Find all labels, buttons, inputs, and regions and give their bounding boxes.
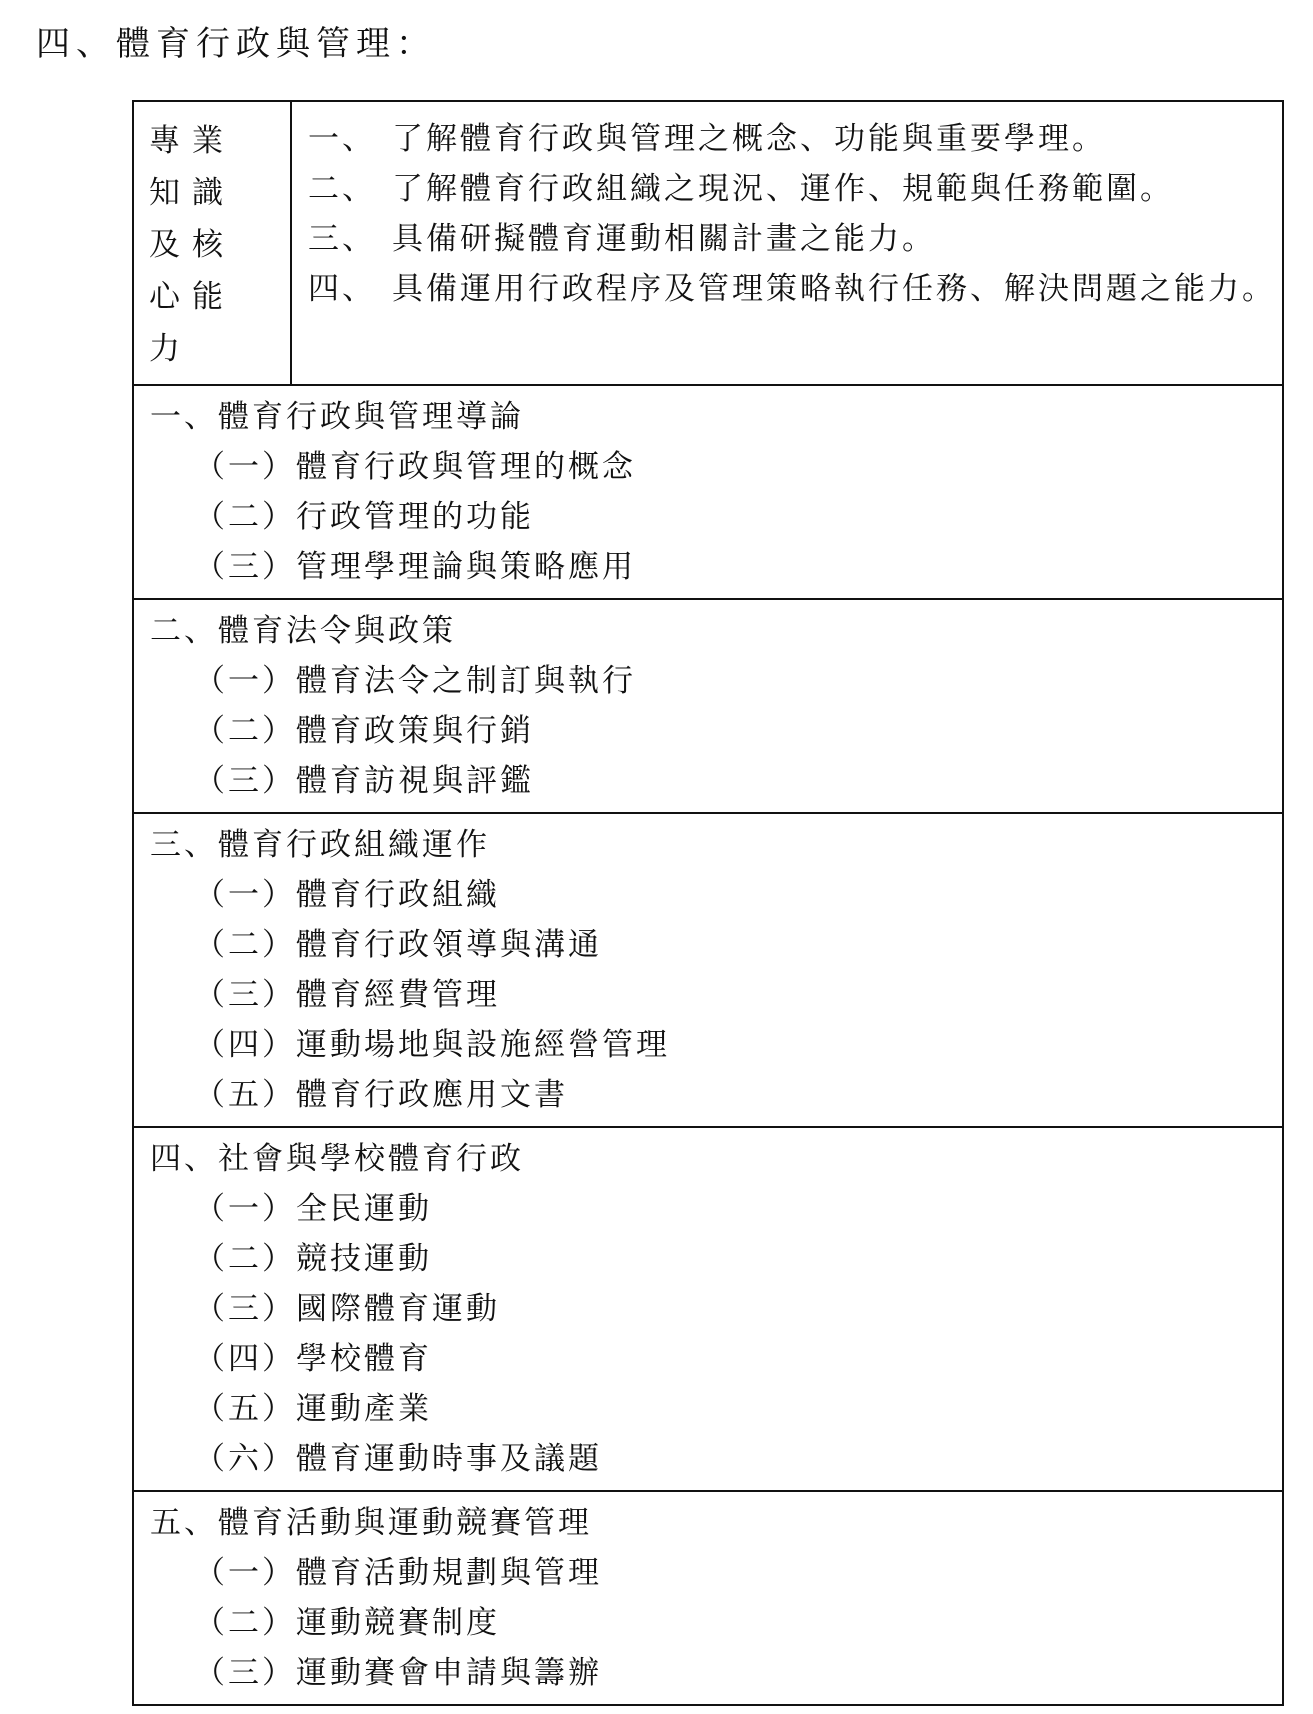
subtopic-item: （一）全民運動 — [194, 1191, 432, 1227]
core-competency-label: 專業知識及核心能力 — [149, 123, 235, 367]
core-competency-row — [134, 102, 1282, 386]
core-competency-item — [308, 114, 1282, 164]
core-competency-item — [308, 264, 1282, 314]
subtopic-item: （四）學校體育 — [194, 1341, 432, 1377]
subtopic-item: （一）體育活動規劃與管理 — [194, 1555, 602, 1591]
core-competency-item — [308, 214, 1282, 264]
core-competency-number: 一、 — [308, 121, 376, 157]
subtopic-list — [150, 442, 1282, 592]
subtopic-item: （五）運動產業 — [194, 1391, 432, 1427]
subtopic-item: （三）運動賽會申請與籌辦 — [194, 1655, 602, 1691]
subtopic-item: （三）國際體育運動 — [194, 1291, 500, 1327]
subtopic-item: （三）體育訪視與評鑑 — [194, 763, 534, 799]
core-competency-text: 具備研擬體育運動相關計畫之能力。 — [392, 221, 936, 257]
core-competency-item — [308, 164, 1282, 214]
subtopic-list — [150, 1184, 1282, 1484]
subtopic-item: （一）體育法令之制訂與執行 — [194, 663, 636, 699]
subtopic-item: （二）行政管理的功能 — [194, 499, 534, 535]
section-law-policy — [134, 600, 1282, 814]
page-title: 四、體育行政與管理： — [36, 24, 436, 64]
subtopic-item: （一）體育行政組織 — [194, 877, 500, 913]
subtopic-item: （三）體育經費管理 — [194, 977, 500, 1013]
subtopic-item: （二）競技運動 — [194, 1241, 432, 1277]
subtopic-item: （二）運動競賽制度 — [194, 1605, 500, 1641]
subtopic-item: （三）管理學理論與策略應用 — [194, 549, 636, 585]
core-competency-number: 二、 — [308, 171, 376, 207]
section-title: 一、體育行政與管理導論 — [150, 399, 524, 435]
core-competency-list — [292, 102, 1282, 384]
core-competency-number: 四、 — [308, 271, 376, 307]
subtopic-item: （二）體育政策與行銷 — [194, 713, 534, 749]
section-title: 二、體育法令與政策 — [150, 613, 456, 649]
subtopic-item: （四）運動場地與設施經營管理 — [194, 1027, 670, 1063]
subtopic-item: （二）體育行政領導與溝通 — [194, 927, 602, 963]
core-competency-text: 了解體育行政組織之現況、運作、規範與任務範圍。 — [392, 171, 1174, 207]
section-organization — [134, 814, 1282, 1128]
subtopic-item: （一）體育行政與管理的概念 — [194, 449, 636, 485]
subtopic-list — [150, 656, 1282, 806]
section-title: 三、體育行政組織運作 — [150, 827, 490, 863]
section-social-school — [134, 1128, 1282, 1492]
subtopic-item: （六）體育運動時事及議題 — [194, 1441, 602, 1477]
core-competency-text: 具備運用行政程序及管理策略執行任務、解決問題之能力。 — [392, 271, 1276, 307]
core-competency-text: 了解體育行政與管理之概念、功能與重要學理。 — [392, 121, 1106, 157]
subtopic-list — [150, 1548, 1282, 1698]
subtopic-list — [150, 870, 1282, 1120]
subtopic-item: （五）體育行政應用文書 — [194, 1077, 568, 1113]
section-title: 四、社會與學校體育行政 — [150, 1141, 524, 1177]
section-title: 五、體育活動與運動競賽管理 — [150, 1505, 592, 1541]
section-events-competition — [134, 1492, 1282, 1704]
section-introduction — [134, 386, 1282, 600]
core-competency-number: 三、 — [308, 221, 376, 257]
syllabus-table — [132, 100, 1284, 1706]
core-competency-label-cell — [134, 102, 292, 384]
